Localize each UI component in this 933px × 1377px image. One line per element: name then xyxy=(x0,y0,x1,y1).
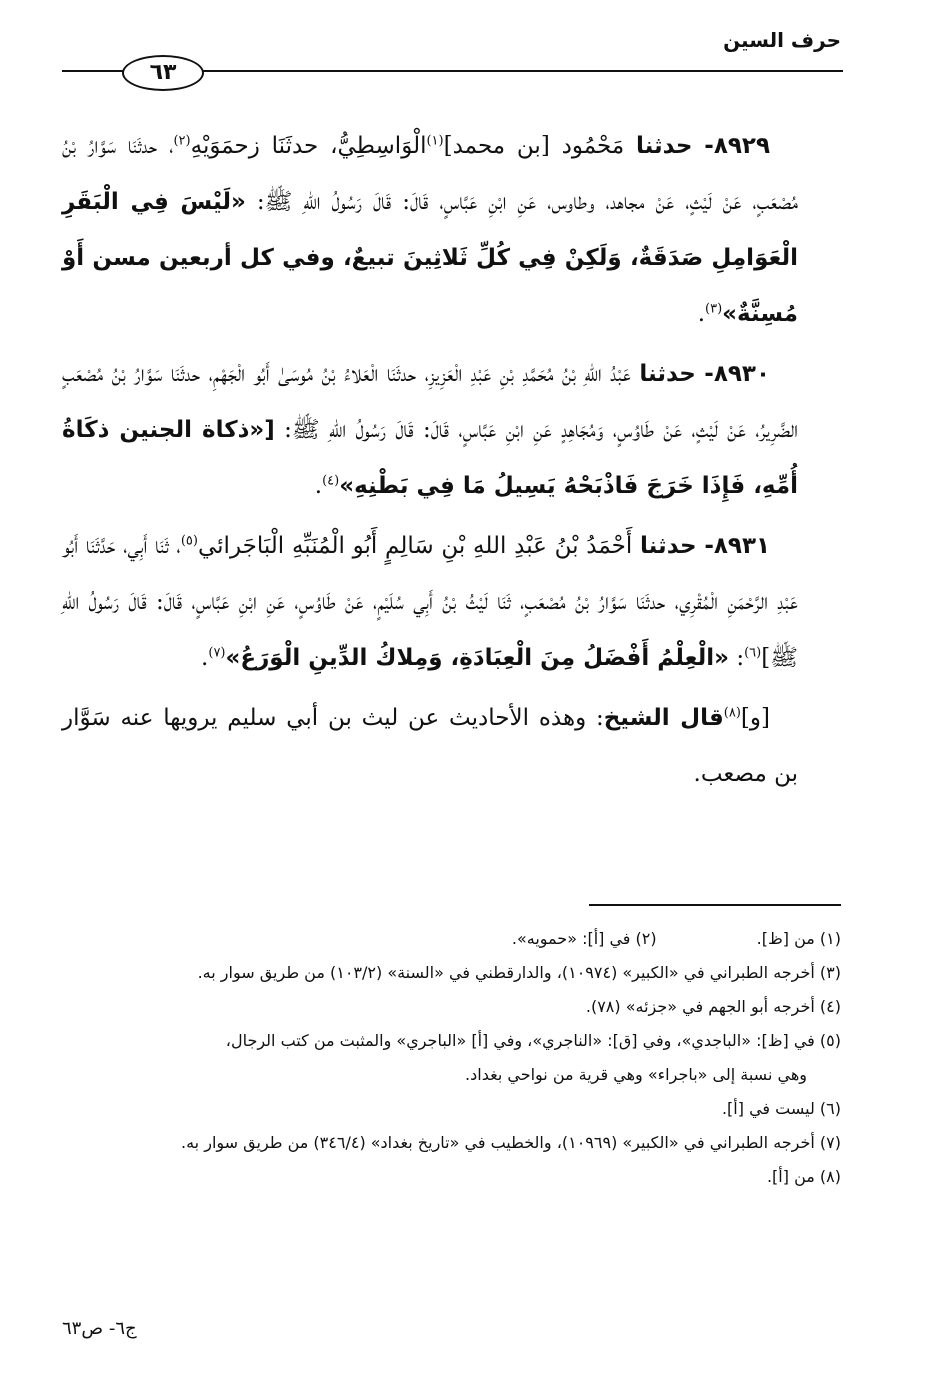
hadith-number: ٨٩٣١- xyxy=(704,533,771,559)
footnote-marker: (١) xyxy=(426,133,444,149)
isnad-part: مَحْمُود [بن محمد] xyxy=(443,133,625,159)
running-title: حرف السين xyxy=(723,28,841,52)
period: . xyxy=(201,645,209,671)
period: . xyxy=(697,301,706,327)
bracket-insert: [و] xyxy=(740,705,770,731)
isnad-part: ، حدثَنَا سَوَّارُ بْنُ مُصْعَبٍ، عَنْ لَيْثٍ، عَنْ مجاهد، وطاوس، عَنِ ابْنِ عَبَّاسٍ، قَالَ: قَالَ رَسُولُ اللهِ ﷺ: xyxy=(62,133,798,215)
closing-text: : وهذه الأحاديث عن ليث بن أبي سليم يرويها عنه سَوَّار بن مصعب. xyxy=(62,705,798,787)
closing-remark xyxy=(62,690,798,802)
hadith-matn: «الْعِلْمُ أَفْضَلُ مِنَ الْعِبَادَةِ، وَمِلاكُ الدِّينِ الْوَرَعُ» xyxy=(225,645,730,671)
hadith-matn: «لَيْسَ فِي الْبَقَرِ الْعَوَامِلِ صَدَقَةٌ، وَلَكِنْ فِي كُلِّ ثَلاثِينَ تبيعٌ، وفي كل أربعين مسن أَوْ مُسِنَّةٌ» xyxy=(62,189,798,327)
hadith-keyword: حدثنا xyxy=(640,533,697,559)
footnote-8: (٨) من [أ]. xyxy=(766,1167,841,1186)
footnote-5-continuation: وهي نسبة إلى «باجراء» وهي قرية من نواحي بغداد. xyxy=(465,1065,807,1084)
footnote-1: (١) من [ظ]. xyxy=(756,929,841,948)
hadith-matn: [«ذكاة الجنين ذكَاةُ أُمِّهِ، فَإِذَا خَرَجَ فَاذْبَحْهُ يَسِيلُ مَا فِي بَطْنِهِ» xyxy=(62,417,798,499)
footnote-3: (٣) أخرجه الطبراني في «الكبير» (١٠٩٧٤)، والدارقطني في «السنة» (١٠٣/٢) من طريق سوار به. xyxy=(197,963,841,982)
page-number-oval: ٦٣ xyxy=(122,55,204,91)
volume-page-reference: ج٦- ص٦٣ xyxy=(62,1318,137,1339)
hadith-8930 xyxy=(62,346,798,514)
footnote-marker: (٥) xyxy=(180,533,198,549)
footnote-5: (٥) في [ظ]: «الباجدي»، وفي [ق]: «الناجري»، وفي [أ] «الباجري» والمثبت من كتب الرجال، xyxy=(225,1031,841,1050)
hadith-8931 xyxy=(62,518,798,686)
footnote-6: (٦) ليست في [أ]. xyxy=(721,1099,841,1118)
period: . xyxy=(314,473,323,499)
isnad-part: أَحْمَدُ بْنُ عَبْدِ اللهِ بْنِ سَالِمٍ أَبُو الْمُنَبِّهِ الْبَاجَرائي xyxy=(197,533,633,559)
footnote-row xyxy=(62,922,841,956)
hadith-keyword: حدثنا xyxy=(639,361,696,387)
hadith-keyword: حدثنا xyxy=(635,133,693,159)
hadith-8929 xyxy=(62,118,798,342)
footnote-2: (٢) في [أ]: «حمويه». xyxy=(511,929,657,948)
isnad-part: الْوَاسِطِيُّ، حدثَنَا زحمَوَيْهِ xyxy=(190,133,427,159)
footnote-4: (٤) أخرجه أبو الجهم في «جزئه» (٧٨). xyxy=(585,997,841,1016)
isnad-part: : xyxy=(729,645,745,671)
footnote-rule xyxy=(589,904,841,906)
footnote-7: (٧) أخرجه الطبراني في «الكبير» (١٠٩٦٩)، والخطيب في «تاريخ بغداد» (٣٤٦/٤) من طريق سوار به. xyxy=(181,1133,841,1152)
footnote-marker: (٤) xyxy=(322,473,340,489)
isnad-part: عَبْدُ اللهِ بْنُ مُحَمَّدِ بْنِ عَبْدِ الْعَزِيزِ، حدثَنَا الْعَلاءُ بْنُ مُوسَىٰ أَبُو الْجَهْمِ، حدثَنَا سَوَّارُ بْنُ مُصْعَبٍ الضَّرِيرُ، عَنْ لَيْثٍ، عَنْ طَاوُسٍ، وَمُجَاهِدٍ عَنِ ابْنِ عَبَّاسٍ، قَالَ: قَالَ رَسُولُ اللهِ ﷺ: xyxy=(62,361,798,443)
hadith-number: ٨٩٢٩- xyxy=(704,133,770,159)
main-text xyxy=(62,118,798,802)
closing-keyword: قال الشيخ xyxy=(603,705,724,731)
footnote-marker: (٣) xyxy=(705,301,723,317)
footnotes xyxy=(62,922,841,1194)
isnad-part: ، ثَنَا أَبِي، حَدَّثَنَا أَبُو عَبْدِ الرَّحْمَنِ الْمُقْرِي، حدثَنَا سَوَّارُ بْنُ مُصْعَبٍ، ثَنَا لَيْثُ بْنُ أَبِي سُلَيْمٍ، عَنْ طَاوُسٍ، عَنِ ابْنِ عَبَّاسٍ، قَالَ: قَالَ رَسُولُ اللهِ ﷺ] xyxy=(62,533,798,671)
footnote-marker: (٨) xyxy=(723,705,741,721)
footnote-marker: (٧) xyxy=(208,645,226,661)
footnote-marker: (٢) xyxy=(173,133,191,149)
footnote-marker: (٦) xyxy=(744,645,762,661)
hadith-number: ٨٩٣٠- xyxy=(704,361,770,387)
